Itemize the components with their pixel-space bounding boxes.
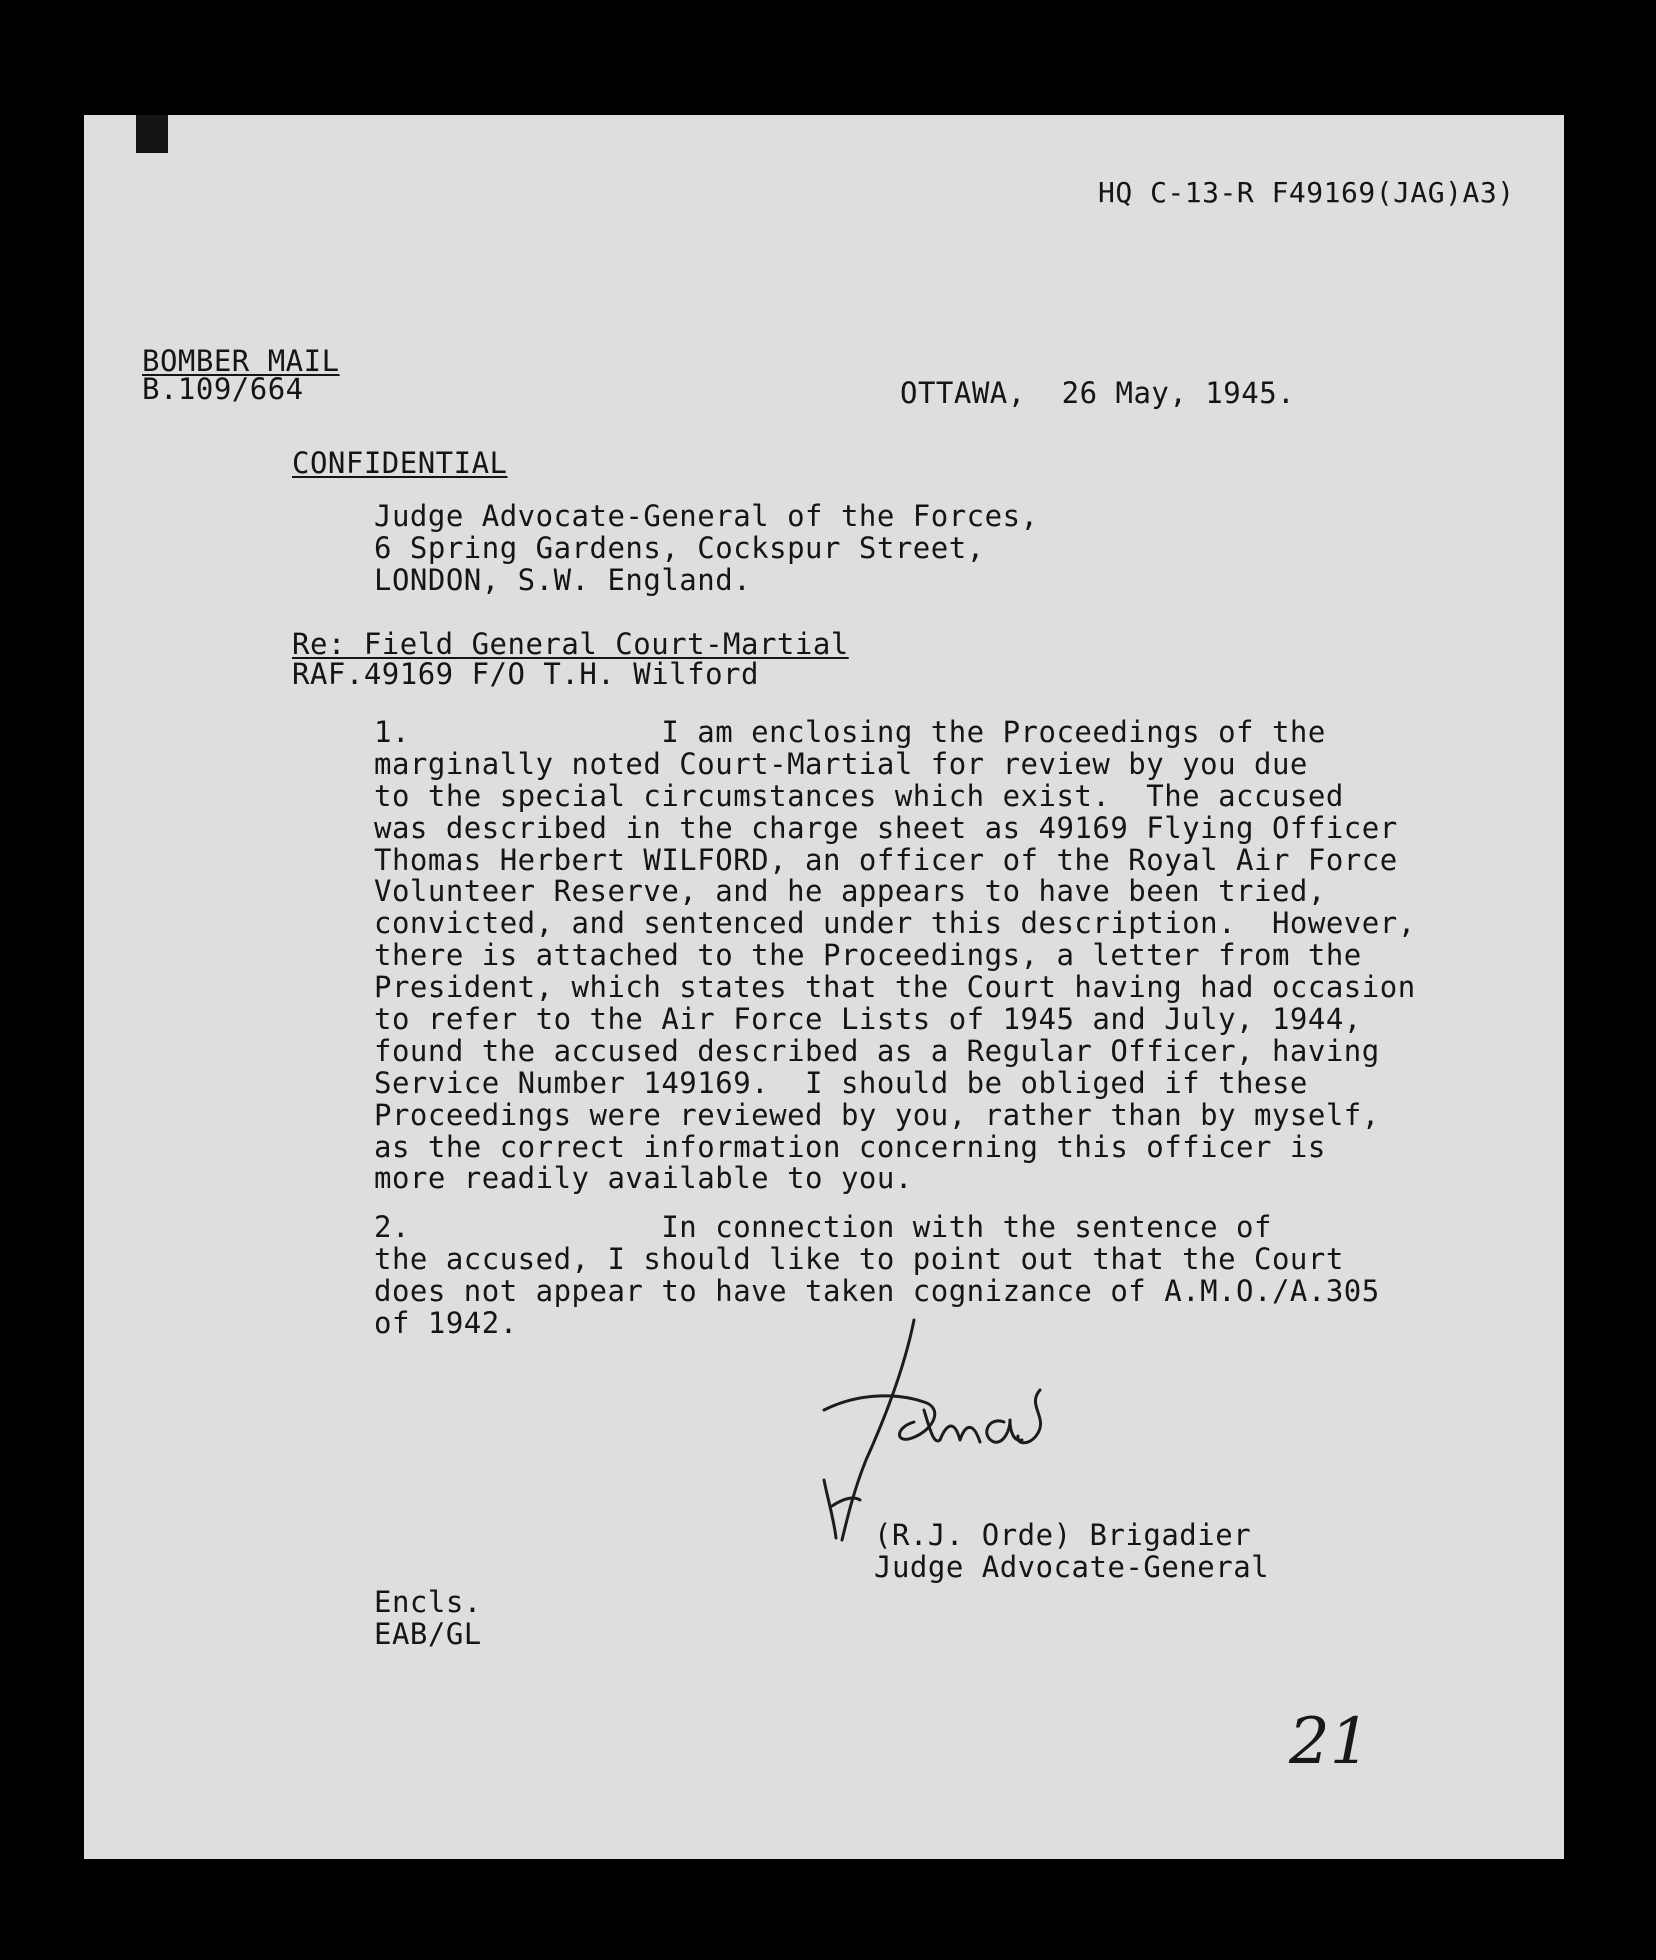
body-line: Proceedings were reviewed by you, rather than by myself,: [374, 1097, 1380, 1132]
body-line: more readily available to you.: [374, 1161, 913, 1196]
body-line: convicted, and sentenced under this description. However,: [374, 906, 1416, 941]
body-line: Thomas Herbert WILFORD, an officer of the Royal Air Force: [374, 842, 1398, 877]
body-line: of 1942.: [374, 1305, 518, 1340]
signature-block: [874, 1520, 1269, 1584]
body-line: marginally noted Court-Martial for review by you due: [374, 746, 1308, 781]
classification: CONFIDENTIAL: [292, 446, 508, 480]
body-line: was described in the charge sheet as 49169 Flying Officer: [374, 810, 1398, 845]
signatory-title: Judge Advocate-General: [874, 1549, 1270, 1584]
body-line: to the special circumstances which exist. The accused: [374, 778, 1344, 813]
body-line: as the correct information concerning this officer is: [374, 1129, 1326, 1164]
mail-heading: BOMBER MAIL: [142, 344, 340, 378]
addressee-block: [374, 501, 1039, 597]
body-line: 1. I am enclosing the Proceedings of the: [374, 715, 1326, 749]
body-line: does not appear to have taken cognizance of A.M.O./A.305: [374, 1273, 1380, 1308]
paragraph-1: [374, 717, 1416, 1195]
body-line: there is attached to the Proceedings, a letter from the: [374, 938, 1362, 973]
handwritten-signature: [804, 1310, 1174, 1550]
place-date: OTTAWA, 26 May, 1945.: [900, 376, 1296, 410]
addressee-line: Judge Advocate-General of the Forces,: [374, 499, 1039, 533]
addressee-line: LONDON, S.W. England.: [374, 562, 752, 597]
enclosure-note: Encls.: [374, 1585, 482, 1619]
body-line: 2. In connection with the sentence of: [374, 1210, 1272, 1244]
signatory-name: (R.J. Orde) Brigadier: [874, 1518, 1252, 1552]
mail-code: B.109/664: [142, 372, 304, 406]
body-line: the accused, I should like to point out that the Court: [374, 1241, 1344, 1276]
subject-line: Re: Field General Court-Martial: [292, 627, 849, 661]
body-line: to refer to the Air Force Lists of 1945 and July, 1944,: [374, 1002, 1362, 1037]
enclosure-block: [374, 1587, 482, 1651]
body-line: Service Number 149169. I should be obliged if these: [374, 1065, 1308, 1100]
body-line: Volunteer Reserve, and he appears to have been tried,: [374, 874, 1326, 909]
body-line: found the accused described as a Regular Officer, having: [374, 1033, 1380, 1068]
letter-page: [84, 115, 1564, 1859]
subject-reference: RAF.49169 F/O T.H. Wilford: [292, 657, 759, 691]
body-line: President, which states that the Court having had occasion: [374, 970, 1416, 1005]
addressee-line: 6 Spring Gardens, Cockspur Street,: [374, 530, 985, 565]
typist-initials: EAB/GL: [374, 1616, 482, 1651]
reference-number: HQ C-13-R F49169(JAG)A3): [1098, 176, 1515, 209]
redaction-mark: [136, 115, 168, 153]
handwritten-page-number: 21: [1289, 1705, 1371, 1779]
